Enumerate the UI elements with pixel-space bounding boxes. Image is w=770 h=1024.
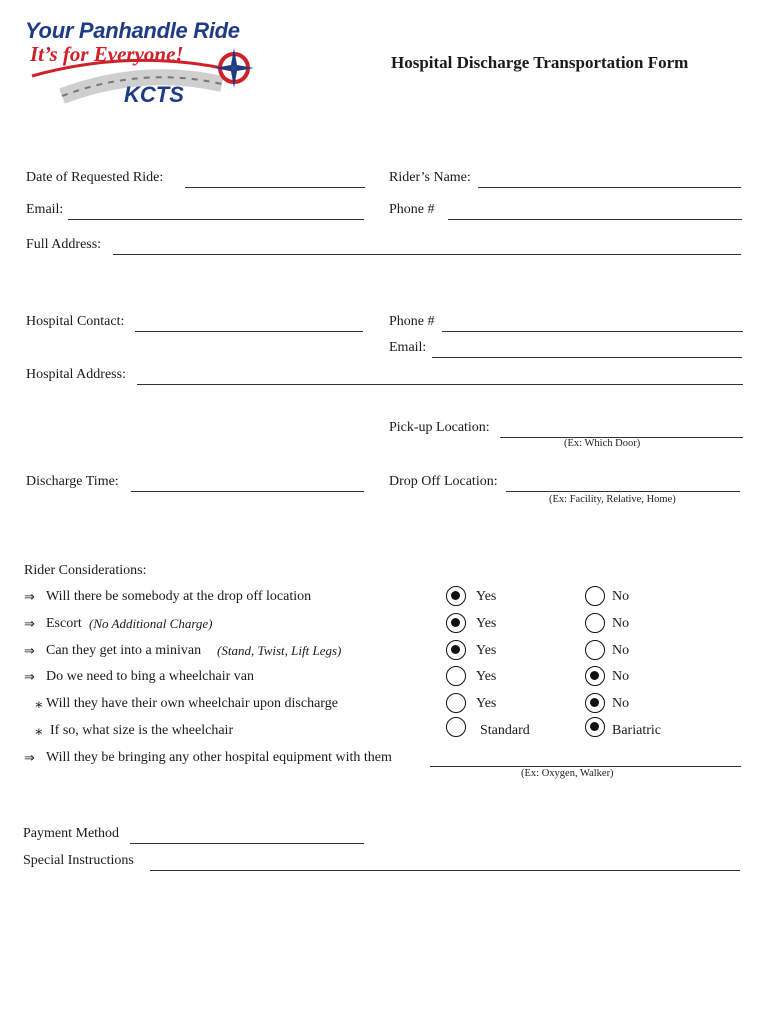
q6-standard-label: Standard [480, 723, 530, 738]
hospital-phone-label: Phone # [389, 314, 435, 329]
q5-no-label: No [612, 696, 630, 711]
special-instructions-field[interactable] [150, 870, 740, 871]
special-instructions-label: Special Instructions [23, 853, 134, 868]
question-minivan-note: (Stand, Twist, Lift Legs) [217, 643, 342, 658]
q3-yes-radio[interactable] [446, 640, 466, 660]
full-address-field[interactable] [113, 254, 741, 255]
phone-field[interactable] [448, 219, 742, 220]
pickup-note: (Ex: Which Door) [564, 438, 641, 449]
q3-yes-label: Yes [476, 643, 497, 658]
arrow-icon: ⇒ [24, 670, 35, 685]
discharge-time-label: Discharge Time: [26, 474, 119, 489]
bullet-star-icon: ∗ [34, 725, 44, 740]
hospital-phone-field[interactable] [442, 331, 743, 332]
email-field[interactable] [68, 219, 364, 220]
q6-bariatric-radio[interactable] [585, 717, 605, 737]
q5-yes-label: Yes [476, 696, 497, 711]
bullet-star-icon: ∗ [34, 698, 44, 713]
considerations-heading: Rider Considerations: [24, 563, 147, 578]
compass-icon [214, 48, 254, 88]
equipment-note: (Ex: Oxygen, Walker) [521, 768, 614, 779]
q1-no-radio[interactable] [585, 586, 605, 606]
question-wheelchair-van: Do we need to bing a wheelchair van [46, 669, 254, 684]
q4-yes-radio[interactable] [446, 666, 466, 686]
q4-no-radio[interactable] [585, 666, 605, 686]
hospital-address-label: Hospital Address: [26, 367, 126, 382]
q1-no-label: No [612, 589, 630, 604]
question-drop-off-person: Will there be somebody at the drop off location [46, 589, 312, 604]
payment-method-label: Payment Method [23, 826, 120, 841]
q1-yes-radio[interactable] [446, 586, 466, 606]
dropoff-location-label: Drop Off Location: [389, 474, 498, 489]
q2-no-radio[interactable] [585, 613, 605, 633]
q5-no-radio[interactable] [585, 693, 605, 713]
arrow-icon: ⇒ [24, 644, 35, 659]
equipment-field[interactable] [430, 766, 741, 767]
hospital-contact-field[interactable] [135, 331, 363, 332]
form-title: Hospital Discharge Transportation Form [391, 53, 689, 72]
q2-yes-radio[interactable] [446, 613, 466, 633]
q5-yes-radio[interactable] [446, 693, 466, 713]
arrow-icon: ⇒ [24, 590, 35, 605]
q4-no-label: No [612, 669, 630, 684]
question-equipment: Will they be bringing any other hospital equipment with them [46, 750, 392, 765]
hospital-contact-label: Hospital Contact: [26, 314, 125, 329]
logo-line-2: It’s for Everyone! [30, 42, 184, 66]
arrow-icon: ⇒ [24, 751, 35, 766]
hospital-email-field[interactable] [432, 357, 742, 358]
pickup-location-label: Pick-up Location: [389, 420, 490, 435]
email-label: Email: [26, 202, 64, 217]
q6-bariatric-label: Bariatric [612, 723, 661, 738]
date-label: Date of Requested Ride: [26, 170, 164, 185]
logo [22, 18, 262, 110]
q2-no-label: No [612, 616, 630, 631]
q1-yes-label: Yes [476, 589, 497, 604]
payment-method-field[interactable] [130, 843, 364, 844]
discharge-time-field[interactable] [131, 491, 364, 492]
dropoff-note: (Ex: Facility, Relative, Home) [549, 494, 676, 505]
dropoff-location-field[interactable] [506, 491, 740, 492]
q3-no-label: No [612, 643, 630, 658]
question-escort: Escort [46, 616, 82, 631]
rider-name-field[interactable] [478, 187, 741, 188]
question-own-wheelchair: Will they have their own wheelchair upon discharge [46, 696, 338, 711]
hospital-email-label: Email: [389, 340, 427, 355]
q2-yes-label: Yes [476, 616, 497, 631]
rider-name-label: Rider’s Name: [389, 170, 471, 185]
arrow-icon: ⇒ [24, 617, 35, 632]
date-field[interactable] [185, 187, 365, 188]
logo-line-3: KCTS [124, 82, 184, 107]
q6-standard-radio[interactable] [446, 717, 466, 737]
logo-line-1: Your Panhandle Ride [25, 18, 240, 43]
question-minivan: Can they get into a minivan [46, 643, 202, 658]
phone-label: Phone # [389, 202, 435, 217]
q3-no-radio[interactable] [585, 640, 605, 660]
question-escort-note: (No Additional Charge) [89, 616, 213, 631]
hospital-address-field[interactable] [137, 384, 743, 385]
question-wheelchair-size: If so, what size is the wheelchair [50, 723, 234, 738]
full-address-label: Full Address: [26, 237, 102, 252]
q4-yes-label: Yes [476, 669, 497, 684]
